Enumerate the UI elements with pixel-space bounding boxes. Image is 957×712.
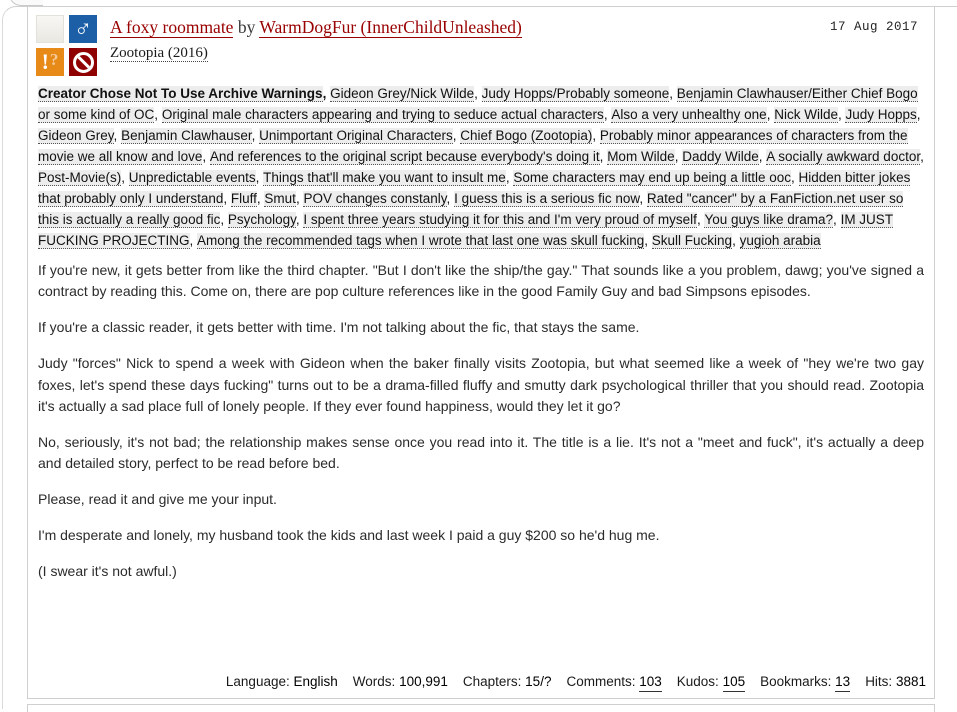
stat-kudos [677, 674, 745, 689]
stat-value: 3881 [895, 674, 926, 690]
stat-label: Kudos: [676, 674, 719, 690]
tag-link[interactable]: Original male characters appearing and trying to seduce actual characters [161, 107, 604, 122]
tag-link[interactable]: A socially awkward doctor [766, 149, 921, 164]
tag-link[interactable]: Benjamin Clawhauser [121, 128, 252, 143]
tag-item [228, 212, 304, 228]
tag-link[interactable]: POV changes constanly [303, 191, 447, 206]
tag-link[interactable]: Daddy Wilde [682, 149, 759, 164]
tag-link[interactable]: Creator Chose Not To Use Archive Warnings [38, 86, 323, 101]
tag-link[interactable]: You guys like drama? [704, 212, 834, 227]
tag-separator: , [295, 212, 304, 227]
tag-item [197, 233, 652, 249]
stat-value[interactable]: 103 [639, 675, 662, 692]
tag-separator: , [669, 86, 677, 101]
tag-link[interactable]: Skull Fucking [651, 233, 733, 248]
tag-separator: , [920, 149, 924, 164]
tag-separator: , [189, 233, 198, 248]
stat-bookmarks [760, 674, 850, 689]
stat-value[interactable]: 13 [835, 675, 850, 692]
stat-language [226, 674, 338, 689]
tag-list [36, 83, 926, 251]
by-label: by [237, 17, 256, 37]
author-link[interactable]: WarmDogFur (InnerChildUnleashed) [259, 17, 522, 37]
tag-item [303, 191, 454, 207]
tag-separator: , [766, 107, 775, 122]
tag-link[interactable]: Judy Hopps [845, 107, 917, 122]
stat-comments [566, 674, 661, 689]
tag-link[interactable]: Smut [264, 191, 296, 206]
tag-separator: , [674, 149, 683, 164]
tag-separator: , [696, 212, 705, 227]
work-blurb [27, 7, 935, 699]
summary-paragraph: Please, read it and give me your input. [38, 491, 277, 508]
tag-separator: , [223, 191, 231, 206]
tag-item [162, 107, 612, 123]
tag-separator: , [220, 212, 228, 227]
category-male-symbol-icon[interactable]: ♂ [69, 15, 97, 43]
tag-separator: , [592, 128, 600, 143]
works-listing-container [2, 6, 957, 709]
stat-hits [865, 674, 926, 689]
tag-item [263, 170, 513, 186]
work-header [36, 15, 926, 73]
stat-label: Language: [225, 674, 290, 690]
stat-label: Words: [352, 674, 396, 690]
tag-item [482, 86, 677, 102]
tag-link[interactable]: And references to the original script because everybody's doing it [209, 149, 600, 164]
tag-item [330, 86, 482, 102]
tag-link[interactable]: Chief Bogo (Zootopia) [460, 128, 593, 143]
tag-link[interactable]: Gideon Grey [38, 128, 114, 143]
warning-tag-item [38, 86, 330, 102]
tag-item [740, 233, 821, 249]
tag-separator: , [639, 191, 647, 206]
tag-link[interactable]: IM JUST FUCKING PROJECTING [38, 212, 894, 248]
tag-link[interactable]: Fluff [230, 191, 257, 206]
tag-separator: , [446, 191, 455, 206]
tag-item [303, 212, 704, 228]
tag-separator: , [833, 212, 841, 227]
stat-value: 100,991 [399, 674, 448, 690]
tag-link[interactable]: Nick Wilde [774, 107, 838, 122]
stat-words [353, 674, 448, 689]
tag-separator: , [113, 128, 122, 143]
tag-separator: , [322, 86, 331, 101]
tag-item [264, 191, 303, 207]
summary-paragraph: (I swear it's not awful.) [38, 563, 177, 580]
tag-item [121, 128, 259, 144]
tag-separator: , [603, 107, 612, 122]
warnings-choose-not-to-warn-icon[interactable] [36, 48, 64, 76]
tag-link[interactable]: Rated "cancer" by a FanFiction.net user so this is actually a really good fic [38, 191, 904, 227]
tag-item [129, 170, 263, 186]
tag-item [38, 128, 121, 144]
tag-separator: , [758, 149, 767, 164]
tag-separator: , [202, 149, 210, 164]
tag-separator: , [251, 128, 260, 143]
tag-separator: , [255, 170, 264, 185]
work-summary [38, 260, 924, 582]
tag-separator: , [474, 86, 482, 101]
next-work-blurb-edge [27, 704, 935, 712]
tag-separator: , [154, 107, 162, 122]
no-symbol-icon [73, 52, 94, 73]
tag-item [259, 128, 460, 144]
tag-item [607, 149, 682, 165]
tag-item [454, 191, 647, 207]
stat-value: English [293, 674, 338, 690]
tag-separator: , [644, 233, 652, 248]
tag-separator: , [505, 170, 514, 185]
stat-value: 15/? [525, 674, 552, 690]
tag-link[interactable]: I spent three years studying it for this and I'm very proud of myself [303, 212, 697, 227]
tag-link[interactable]: Post-Movie(s) [38, 170, 122, 185]
tag-link[interactable]: Things that'll make you want to insult me [263, 170, 506, 185]
rating-not-rated-icon[interactable] [36, 15, 64, 43]
exclamation-glyph: ! [41, 49, 49, 74]
tag-link[interactable]: I guess this is a serious fic now [454, 191, 640, 206]
work-heading [110, 15, 926, 62]
stat-label: Comments: [566, 674, 636, 690]
tag-link[interactable]: Among the recommended tags when I wrote that last one was skull fucking [197, 233, 645, 248]
required-tags-icon-grid [36, 15, 97, 76]
fandom-line [110, 45, 926, 62]
tag-link[interactable]: Benjamin Clawhauser/Either Chief Bogo or some kind of OC [38, 86, 918, 122]
summary-paragraph: Judy "forces" Nick to spend a week with Gideon when the baker finally visits Zootopia, but what seemed like a week of "hey we're two gay foxes, let's spend these days fucking" turns out to be a drama-filled fluffy and smutty dark psychological thriller that you should read. Zootopia it's actually a sad place full of lonely people. If they ever found happiness, would they let it go? [38, 355, 924, 415]
work-title-line [110, 17, 926, 38]
summary-paragraph: No, seriously, it's not bad; the relationship makes sense once you read into it. The title is a lie. It's not a "meet and fuck", it's actually a deep and detailed story, perfect to be read before bed. [38, 433, 924, 472]
tag-item [460, 128, 600, 144]
tag-link[interactable]: Mom Wilde [607, 149, 675, 164]
tag-item [210, 149, 607, 165]
tag-separator: , [452, 128, 461, 143]
tag-link[interactable]: Judy Hopps/Probably someone [481, 86, 670, 101]
summary-paragraph: If you're new, it gets better from like the third chapter. "But I don't like the ship/the gay." That sounds like a you problem, dawg; you've signed a contract by reading this. Come on, there are pop culture references like in the good Family Guy and bad Simpsons episodes. [38, 262, 924, 300]
work-in-progress-icon[interactable] [69, 48, 97, 76]
work-title-link[interactable]: A foxy roommate [110, 17, 234, 37]
tag-item [774, 107, 845, 123]
tag-item [845, 107, 920, 123]
tag-separator: , [732, 233, 740, 248]
tag-separator: , [791, 170, 799, 185]
question-glyph: ? [49, 49, 59, 69]
tag-item [611, 107, 774, 123]
tag-link[interactable]: yugioh arabia [739, 233, 821, 248]
tag-link[interactable]: Also a very unhealthy one [611, 107, 767, 122]
tag-separator: , [295, 191, 304, 206]
tag-item [704, 212, 840, 228]
stat-label: Chapters: [462, 674, 522, 690]
tag-link[interactable]: Hidden bitter jokes that probably only I understand [38, 170, 911, 206]
tag-link[interactable]: Probably minor appearances of characters from the movie we all know and love [38, 128, 908, 164]
tag-link[interactable]: Psychology [227, 212, 296, 227]
tag-link[interactable]: Unimportant Original Characters [259, 128, 453, 143]
tag-item [513, 170, 798, 186]
fandom-link[interactable]: Zootopia (2016) [110, 45, 208, 61]
tag-item [38, 170, 129, 186]
stat-label: Bookmarks: [760, 674, 832, 690]
tag-item [231, 191, 265, 207]
tag-item [652, 233, 740, 249]
tag-separator: , [916, 107, 921, 122]
stat-label: Hits: [865, 674, 893, 690]
stat-value[interactable]: 105 [723, 675, 746, 692]
tag-separator: , [121, 170, 129, 185]
tag-item [766, 149, 924, 165]
stat-chapters [463, 674, 552, 689]
tag-link[interactable]: Gideon Grey/Nick Wilde [330, 86, 475, 101]
summary-paragraph: If you're a classic reader, it gets better with time. I'm not talking about the fic, that stays the same. [38, 319, 640, 336]
summary-paragraph: I'm desperate and lonely, my husband took the kids and last week I paid a guy $200 so he'd hug me. [38, 527, 660, 544]
tag-link[interactable]: Some characters may end up being a little ooc [513, 170, 791, 185]
tag-separator: , [599, 149, 608, 164]
tag-link[interactable]: Unpredictable events [128, 170, 256, 185]
tag-separator: , [837, 107, 846, 122]
work-date: 17 Aug 2017 [829, 20, 918, 34]
tag-separator: , [256, 191, 265, 206]
tag-item [682, 149, 766, 165]
work-stats [36, 674, 926, 692]
